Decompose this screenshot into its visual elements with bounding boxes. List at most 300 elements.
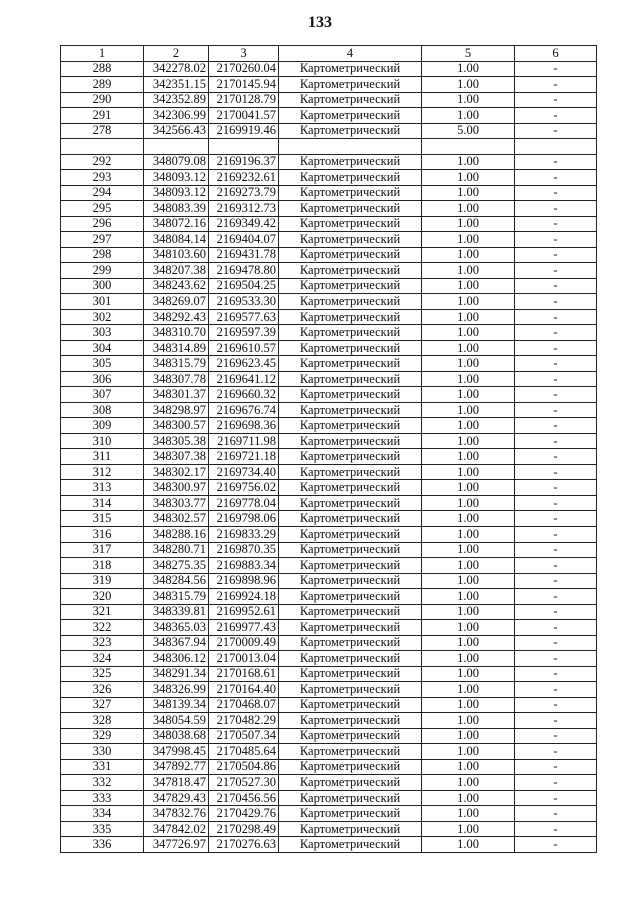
table-row (61, 480, 597, 496)
column-header: 5 (422, 46, 515, 62)
method-cell: Картометрический (279, 325, 422, 341)
point-number-cell: 293 (61, 170, 144, 186)
method-cell: Картометрический (279, 744, 422, 760)
point-number-cell: 306 (61, 371, 144, 387)
accuracy-cell: 1.00 (422, 464, 515, 480)
point-number-cell: 324 (61, 651, 144, 667)
y-coordinate-cell: 2170456.56 (209, 790, 279, 806)
accuracy-cell: 1.00 (422, 651, 515, 667)
method-cell: Картометрический (279, 635, 422, 651)
table-row (61, 589, 597, 605)
y-coordinate-cell: 2169734.40 (209, 464, 279, 480)
note-cell: - (515, 589, 597, 605)
point-number-cell: 297 (61, 232, 144, 248)
x-coordinate-cell: 347842.02 (144, 821, 209, 837)
accuracy-cell (422, 139, 515, 155)
method-cell: Картометрический (279, 604, 422, 620)
note-cell: - (515, 154, 597, 170)
y-coordinate-cell: 2170504.86 (209, 759, 279, 775)
x-coordinate-cell: 348365.03 (144, 620, 209, 636)
accuracy-cell: 1.00 (422, 309, 515, 325)
method-cell: Картометрический (279, 495, 422, 511)
y-coordinate-cell: 2169660.32 (209, 387, 279, 403)
table-row (61, 418, 597, 434)
method-cell: Картометрический (279, 542, 422, 558)
method-cell: Картометрический (279, 449, 422, 465)
x-coordinate-cell: 348291.34 (144, 666, 209, 682)
table-row (61, 526, 597, 542)
accuracy-cell: 1.00 (422, 495, 515, 511)
method-cell: Картометрический (279, 806, 422, 822)
accuracy-cell: 1.00 (422, 821, 515, 837)
accuracy-cell: 1.00 (422, 542, 515, 558)
note-cell: - (515, 728, 597, 744)
accuracy-cell: 1.00 (422, 61, 515, 77)
x-coordinate-cell: 342351.15 (144, 77, 209, 93)
table-row (61, 651, 597, 667)
accuracy-cell: 1.00 (422, 402, 515, 418)
method-cell: Картометрический (279, 558, 422, 574)
table-row (61, 666, 597, 682)
note-cell: - (515, 77, 597, 93)
note-cell: - (515, 511, 597, 527)
note-cell: - (515, 542, 597, 558)
x-coordinate-cell: 348288.16 (144, 526, 209, 542)
accuracy-cell: 1.00 (422, 185, 515, 201)
accuracy-cell: 1.00 (422, 278, 515, 294)
method-cell: Картометрический (279, 697, 422, 713)
x-coordinate-cell: 342352.89 (144, 92, 209, 108)
y-coordinate-cell: 2169623.45 (209, 356, 279, 372)
x-coordinate-cell: 348139.34 (144, 697, 209, 713)
accuracy-cell: 1.00 (422, 713, 515, 729)
y-coordinate-cell: 2169504.25 (209, 278, 279, 294)
note-cell: - (515, 108, 597, 124)
table-row (61, 790, 597, 806)
y-coordinate-cell: 2169404.07 (209, 232, 279, 248)
accuracy-cell: 1.00 (422, 511, 515, 527)
point-number-cell: 333 (61, 790, 144, 806)
y-coordinate-cell: 2170468.07 (209, 697, 279, 713)
y-coordinate-cell: 2169898.96 (209, 573, 279, 589)
method-cell: Картометрический (279, 247, 422, 263)
point-number-cell: 325 (61, 666, 144, 682)
method-cell: Картометрический (279, 620, 422, 636)
table-row (61, 201, 597, 217)
table-row (61, 154, 597, 170)
method-cell: Картометрический (279, 387, 422, 403)
x-coordinate-cell: 347818.47 (144, 775, 209, 791)
note-cell: - (515, 449, 597, 465)
table-row (61, 806, 597, 822)
method-cell: Картометрический (279, 666, 422, 682)
y-coordinate-cell: 2170527.30 (209, 775, 279, 791)
x-coordinate-cell: 348315.79 (144, 589, 209, 605)
point-number-cell: 332 (61, 775, 144, 791)
y-coordinate-cell: 2169610.57 (209, 340, 279, 356)
x-coordinate-cell: 348367.94 (144, 635, 209, 651)
note-cell: - (515, 418, 597, 434)
x-coordinate-cell: 348207.38 (144, 263, 209, 279)
note-cell: - (515, 464, 597, 480)
y-coordinate-cell (209, 139, 279, 155)
x-coordinate-cell (144, 139, 209, 155)
table-row (61, 108, 597, 124)
point-number-cell: 318 (61, 558, 144, 574)
note-cell: - (515, 480, 597, 496)
accuracy-cell: 1.00 (422, 480, 515, 496)
table-row (61, 278, 597, 294)
method-cell: Картометрический (279, 790, 422, 806)
point-number-cell: 294 (61, 185, 144, 201)
point-number-cell: 316 (61, 526, 144, 542)
point-number-cell: 291 (61, 108, 144, 124)
point-number-cell: 296 (61, 216, 144, 232)
point-number-cell: 288 (61, 61, 144, 77)
accuracy-cell: 1.00 (422, 744, 515, 760)
point-number-cell (61, 139, 144, 155)
point-number-cell: 298 (61, 247, 144, 263)
note-cell: - (515, 635, 597, 651)
method-cell: Картометрический (279, 154, 422, 170)
note-cell: - (515, 790, 597, 806)
method-cell: Картометрический (279, 464, 422, 480)
accuracy-cell: 1.00 (422, 325, 515, 341)
accuracy-cell: 1.00 (422, 154, 515, 170)
note-cell: - (515, 604, 597, 620)
point-number-cell: 327 (61, 697, 144, 713)
y-coordinate-cell: 2170013.04 (209, 651, 279, 667)
accuracy-cell: 1.00 (422, 837, 515, 853)
accuracy-cell: 1.00 (422, 77, 515, 93)
table-row (61, 247, 597, 263)
y-coordinate-cell: 2170485.64 (209, 744, 279, 760)
x-coordinate-cell: 348306.12 (144, 651, 209, 667)
point-number-cell: 303 (61, 325, 144, 341)
x-coordinate-cell: 348054.59 (144, 713, 209, 729)
table-row (61, 325, 597, 341)
table-row (61, 77, 597, 93)
point-number-cell: 313 (61, 480, 144, 496)
method-cell (279, 139, 422, 155)
method-cell: Картометрический (279, 263, 422, 279)
table-row (61, 309, 597, 325)
note-cell: - (515, 263, 597, 279)
accuracy-cell: 1.00 (422, 216, 515, 232)
table-row (61, 620, 597, 636)
y-coordinate-cell: 2170128.79 (209, 92, 279, 108)
method-cell: Картометрический (279, 526, 422, 542)
table-row (61, 92, 597, 108)
note-cell: - (515, 682, 597, 698)
method-cell: Картометрический (279, 356, 422, 372)
point-number-cell: 290 (61, 92, 144, 108)
point-number-cell: 336 (61, 837, 144, 853)
y-coordinate-cell: 2169349.42 (209, 216, 279, 232)
accuracy-cell: 1.00 (422, 356, 515, 372)
table-row (61, 775, 597, 791)
point-number-cell: 300 (61, 278, 144, 294)
y-coordinate-cell: 2169756.02 (209, 480, 279, 496)
method-cell: Картометрический (279, 123, 422, 139)
method-cell: Картометрический (279, 108, 422, 124)
column-header: 3 (209, 46, 279, 62)
note-cell: - (515, 806, 597, 822)
point-number-cell: 309 (61, 418, 144, 434)
x-coordinate-cell: 348302.17 (144, 464, 209, 480)
y-coordinate-cell: 2169698.36 (209, 418, 279, 434)
x-coordinate-cell: 348315.79 (144, 356, 209, 372)
y-coordinate-cell: 2169919.46 (209, 123, 279, 139)
x-coordinate-cell: 348292.43 (144, 309, 209, 325)
accuracy-cell: 1.00 (422, 387, 515, 403)
note-cell: - (515, 573, 597, 589)
point-number-cell: 326 (61, 682, 144, 698)
x-coordinate-cell: 348300.97 (144, 480, 209, 496)
note-cell: - (515, 92, 597, 108)
x-coordinate-cell: 347892.77 (144, 759, 209, 775)
table-row (61, 837, 597, 853)
point-number-cell: 278 (61, 123, 144, 139)
table-row (61, 744, 597, 760)
accuracy-cell: 1.00 (422, 759, 515, 775)
method-cell: Картометрический (279, 433, 422, 449)
table-body (61, 46, 597, 853)
method-cell: Картометрический (279, 402, 422, 418)
method-cell: Картометрический (279, 185, 422, 201)
y-coordinate-cell: 2169676.74 (209, 402, 279, 418)
point-number-cell: 295 (61, 201, 144, 217)
x-coordinate-cell: 348280.71 (144, 542, 209, 558)
y-coordinate-cell: 2169870.35 (209, 542, 279, 558)
y-coordinate-cell: 2170145.94 (209, 77, 279, 93)
note-cell: - (515, 526, 597, 542)
y-coordinate-cell: 2169711.98 (209, 433, 279, 449)
x-coordinate-cell: 348307.38 (144, 449, 209, 465)
accuracy-cell: 1.00 (422, 294, 515, 310)
point-number-cell: 329 (61, 728, 144, 744)
table-row (61, 61, 597, 77)
table-row (61, 697, 597, 713)
y-coordinate-cell: 2169533.30 (209, 294, 279, 310)
method-cell: Картометрический (279, 294, 422, 310)
accuracy-cell: 1.00 (422, 666, 515, 682)
table-row (61, 294, 597, 310)
note-cell: - (515, 402, 597, 418)
method-cell: Картометрический (279, 651, 422, 667)
accuracy-cell: 1.00 (422, 232, 515, 248)
page-number: 133 (308, 14, 332, 31)
x-coordinate-cell: 348303.77 (144, 495, 209, 511)
method-cell: Картометрический (279, 340, 422, 356)
note-cell: - (515, 620, 597, 636)
note-cell: - (515, 651, 597, 667)
x-coordinate-cell: 348305.38 (144, 433, 209, 449)
point-number-cell: 307 (61, 387, 144, 403)
point-number-cell: 311 (61, 449, 144, 465)
accuracy-cell: 1.00 (422, 682, 515, 698)
table-row (61, 185, 597, 201)
note-cell: - (515, 201, 597, 217)
table-row (61, 340, 597, 356)
point-number-cell: 292 (61, 154, 144, 170)
accuracy-cell: 1.00 (422, 635, 515, 651)
note-cell: - (515, 278, 597, 294)
method-cell: Картометрический (279, 589, 422, 605)
y-coordinate-cell: 2170164.40 (209, 682, 279, 698)
accuracy-cell: 5.00 (422, 123, 515, 139)
x-coordinate-cell: 348326.99 (144, 682, 209, 698)
y-coordinate-cell: 2170041.57 (209, 108, 279, 124)
y-coordinate-cell: 2170482.29 (209, 713, 279, 729)
table-row (61, 542, 597, 558)
table-row (61, 123, 597, 139)
header-row (61, 46, 597, 62)
note-cell: - (515, 558, 597, 574)
table-row (61, 511, 597, 527)
y-coordinate-cell: 2170276.63 (209, 837, 279, 853)
accuracy-cell: 1.00 (422, 92, 515, 108)
y-coordinate-cell: 2170429.76 (209, 806, 279, 822)
x-coordinate-cell: 348314.89 (144, 340, 209, 356)
method-cell: Картометрический (279, 371, 422, 387)
x-coordinate-cell: 348302.57 (144, 511, 209, 527)
point-number-cell: 305 (61, 356, 144, 372)
point-number-cell: 310 (61, 433, 144, 449)
table-row (61, 635, 597, 651)
y-coordinate-cell: 2169577.63 (209, 309, 279, 325)
note-cell: - (515, 123, 597, 139)
x-coordinate-cell: 348301.37 (144, 387, 209, 403)
point-number-cell: 334 (61, 806, 144, 822)
method-cell: Картометрический (279, 713, 422, 729)
note-cell (515, 139, 597, 155)
point-number-cell: 289 (61, 77, 144, 93)
column-header: 2 (144, 46, 209, 62)
point-number-cell: 317 (61, 542, 144, 558)
y-coordinate-cell: 2169952.61 (209, 604, 279, 620)
note-cell: - (515, 775, 597, 791)
point-number-cell: 322 (61, 620, 144, 636)
table-row (61, 759, 597, 775)
method-cell: Картометрический (279, 821, 422, 837)
method-cell: Картометрический (279, 170, 422, 186)
y-coordinate-cell: 2169431.78 (209, 247, 279, 263)
x-coordinate-cell: 347829.43 (144, 790, 209, 806)
point-number-cell: 323 (61, 635, 144, 651)
x-coordinate-cell: 348298.97 (144, 402, 209, 418)
note-cell: - (515, 309, 597, 325)
method-cell: Картометрический (279, 511, 422, 527)
method-cell: Картометрический (279, 216, 422, 232)
x-coordinate-cell: 347998.45 (144, 744, 209, 760)
y-coordinate-cell: 2169883.34 (209, 558, 279, 574)
table-row (61, 495, 597, 511)
note-cell: - (515, 61, 597, 77)
method-cell: Картометрический (279, 759, 422, 775)
y-coordinate-cell: 2169273.79 (209, 185, 279, 201)
accuracy-cell: 1.00 (422, 620, 515, 636)
accuracy-cell: 1.00 (422, 790, 515, 806)
column-header: 6 (515, 46, 597, 62)
method-cell: Картометрический (279, 837, 422, 853)
method-cell: Картометрический (279, 573, 422, 589)
accuracy-cell: 1.00 (422, 449, 515, 465)
point-number-cell: 314 (61, 495, 144, 511)
method-cell: Картометрический (279, 201, 422, 217)
point-number-cell: 330 (61, 744, 144, 760)
point-number-cell: 308 (61, 402, 144, 418)
x-coordinate-cell: 348339.81 (144, 604, 209, 620)
point-number-cell: 302 (61, 309, 144, 325)
point-number-cell: 319 (61, 573, 144, 589)
accuracy-cell: 1.00 (422, 604, 515, 620)
accuracy-cell: 1.00 (422, 201, 515, 217)
note-cell: - (515, 294, 597, 310)
x-coordinate-cell: 348083.39 (144, 201, 209, 217)
accuracy-cell: 1.00 (422, 371, 515, 387)
x-coordinate-cell: 347832.76 (144, 806, 209, 822)
point-number-cell: 312 (61, 464, 144, 480)
table-row (61, 371, 597, 387)
table-row (61, 573, 597, 589)
x-coordinate-cell: 348103.60 (144, 247, 209, 263)
note-cell: - (515, 340, 597, 356)
note-cell: - (515, 495, 597, 511)
note-cell: - (515, 697, 597, 713)
table-row (61, 682, 597, 698)
method-cell: Картометрический (279, 309, 422, 325)
accuracy-cell: 1.00 (422, 573, 515, 589)
table-row (61, 387, 597, 403)
x-coordinate-cell: 348300.57 (144, 418, 209, 434)
note-cell: - (515, 247, 597, 263)
accuracy-cell: 1.00 (422, 247, 515, 263)
x-coordinate-cell: 342566.43 (144, 123, 209, 139)
y-coordinate-cell: 2169977.43 (209, 620, 279, 636)
method-cell: Картометрический (279, 418, 422, 434)
note-cell: - (515, 433, 597, 449)
accuracy-cell: 1.00 (422, 589, 515, 605)
accuracy-cell: 1.00 (422, 170, 515, 186)
method-cell: Картометрический (279, 92, 422, 108)
table-row (61, 464, 597, 480)
x-coordinate-cell: 348269.07 (144, 294, 209, 310)
table-row (61, 558, 597, 574)
x-coordinate-cell: 348307.78 (144, 371, 209, 387)
note-cell: - (515, 759, 597, 775)
x-coordinate-cell: 342306.99 (144, 108, 209, 124)
note-cell: - (515, 170, 597, 186)
method-cell: Картометрический (279, 728, 422, 744)
x-coordinate-cell: 348275.35 (144, 558, 209, 574)
accuracy-cell: 1.00 (422, 728, 515, 744)
y-coordinate-cell: 2170507.34 (209, 728, 279, 744)
x-coordinate-cell: 348243.62 (144, 278, 209, 294)
column-header: 1 (61, 46, 144, 62)
y-coordinate-cell: 2169597.39 (209, 325, 279, 341)
accuracy-cell: 1.00 (422, 775, 515, 791)
table-row (61, 216, 597, 232)
note-cell: - (515, 837, 597, 853)
x-coordinate-cell: 348284.56 (144, 573, 209, 589)
y-coordinate-cell: 2169196.37 (209, 154, 279, 170)
note-cell: - (515, 356, 597, 372)
note-cell: - (515, 232, 597, 248)
table-row (61, 170, 597, 186)
table-row (61, 433, 597, 449)
accuracy-cell: 1.00 (422, 558, 515, 574)
